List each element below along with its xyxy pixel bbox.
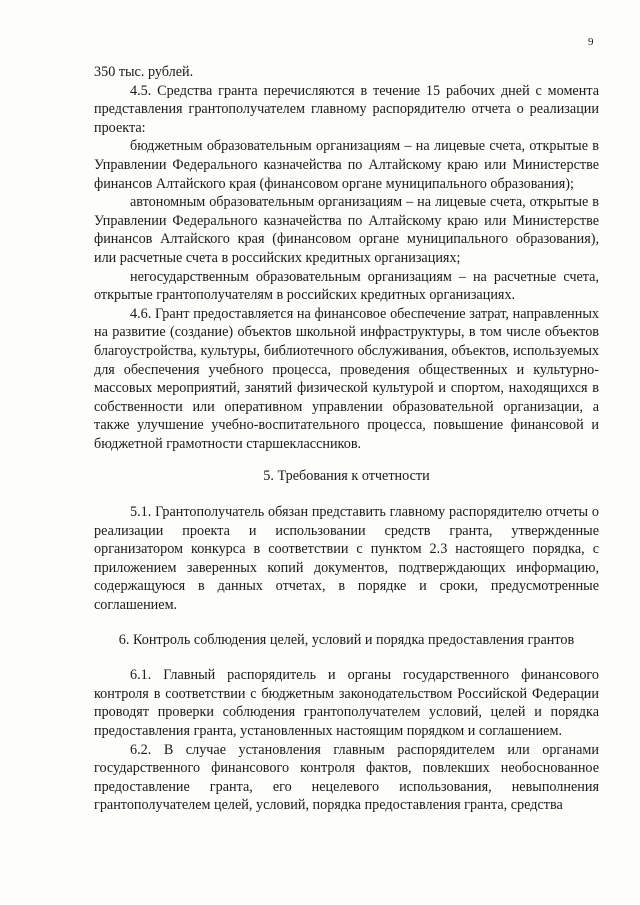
section-heading-6: 6. Контроль соблюдения целей, условий и порядка предоставления грантов [118, 631, 575, 648]
document-body [94, 63, 599, 815]
paragraph: автономным образовательным организациям – на лицевые счета, открытые в Управлении Федерального казначейства по Алтайскому краю или Министерстве финансов Алтайского края (финансовом органе муниципального образования), или расчетные счета в российских кредитных организациях; [94, 194, 599, 266]
paragraph: 5.1. Грантополучатель обязан представить главному распорядителю отчеты о реализации проекта и использовании средств гранта, утвержденные организатором конкурса в соответствии с пунктом 2.3 настоящего порядка, с приложением заверенных копий документов, подтверждающих информацию, содержащуюся в данных отчетах, в порядке и сроки, предусмотренные соглашением. [94, 504, 599, 614]
paragraph: 4.6. Грант предоставляется на финансовое обеспечение затрат, направленных на развитие (создание) объектов школьной инфраструктуры, в том числе объектов благоустройства, культуры, библиотечного обслуживания, объектов, используемых для обеспечения учебного процесса, проведения общественных и культурно-массовых мероприятий, занятий физической культурой и спортом, находящихся в собственности или оперативном управлении образовательной организации, а также улучшение учебно-воспитательного процесса, повышение финансовой и бюджетной грамотности старшеклассников. [94, 305, 599, 452]
paragraph: негосударственным образовательным организациям – на расчетные счета, открытые грантополучателям в российских кредитных организациях. [94, 268, 599, 304]
paragraph: бюджетным образовательным организациям – на лицевые счета, открытые в Управлении Федерального казначейства по Алтайскому краю или Министерстве финансов Алтайского края (финансовом органе муниципального образования); [94, 138, 599, 192]
paragraph: 350 тыс. рублей. [94, 64, 194, 80]
paragraph: 6.2. В случае установления главным распорядителем или органами государственного финансового контроля фактов, повлекших необоснованное предоставление гранта, его нецелевого использования, невыполнения грантополучателем целей, условий, порядка предоставления гранта, средства [94, 741, 599, 814]
section-heading-5: 5. Требования к отчетности [263, 468, 430, 485]
paragraph: 6.1. Главный распорядитель и органы государственного финансового контроля в соответствии с бюджетным законодательством Российской Федерации проводят проверки соблюдения грантополучателем условий, целей и порядка предоставления гранта, установленных настоящим порядком и соглашением. [94, 667, 599, 739]
paragraph: 4.5. Средства гранта перечисляются в течение 15 рабочих дней с момента представления грантополучателем главному распорядителю отчета о реализации проекта: [94, 82, 599, 136]
page-number: 9 [588, 36, 594, 48]
